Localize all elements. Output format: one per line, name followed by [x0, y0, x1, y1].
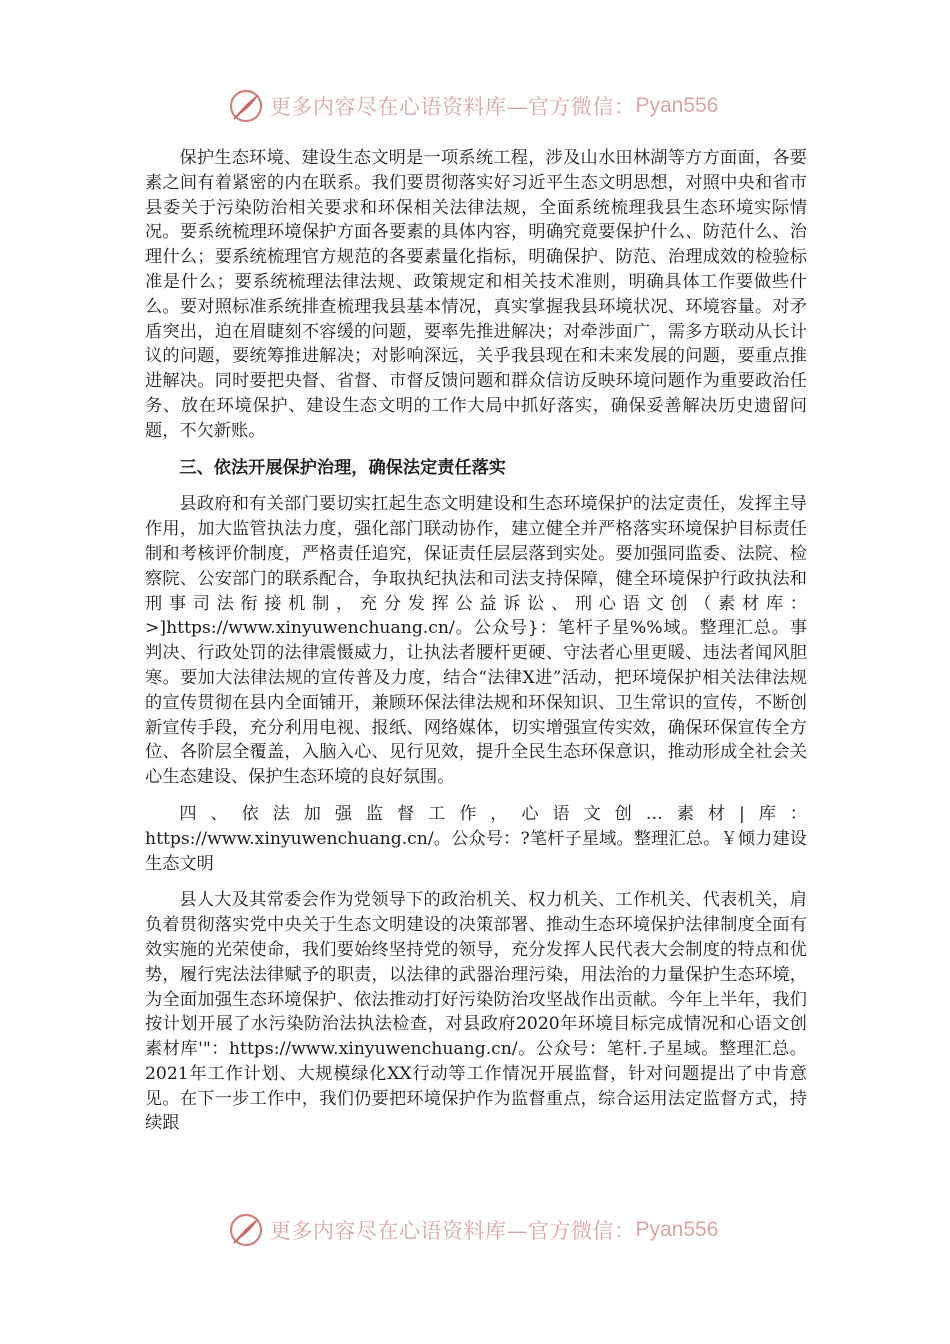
watermark-wechat-id: Pyan556 — [635, 94, 719, 117]
section-heading-3: 三、依法开展保护治理，确保法定责任落实 — [179, 457, 506, 478]
paragraph-2: 县政府和有关部门要切实扛起生态文明建设和生态环境保护的法定责任，发挥主导作用，加大监管执法力度，强化部门联动协作，建立健全并严格落实环境保护目标责任制和考核评价制度，严格责任追究，保证责任层层落到实处。要加强同监委、法院、检察院、公安部门的联系配合，争取执纪执法和司法支持保障，健全环境保护行政执法和刑事司法衔接机制，充分发挥公益诉讼、刑心语文创（素材库：>]https://www.xinyuwenchuang.cn/。公众号}：笔杆子星%%域。整理汇总。事判决、行政处罚的法律震慑威力，让执法者腰杆更硬、守法者心里更暖、违法者闻风胆寒。要加大法律法规的宣传普及力度，结合“法律X进”活动，把环境保护相关法律法规的宣传贯彻在县内全面铺开，兼顾环保法律法规和环保知识、卫生常识的宣传，不断创新宣传手段，充分利用电视、报纸、网络媒体，切实增强宣传实效，确保环保宣传全方位、各阶层全覆盖，入脑入心、见行见效，提升全民生态环保意识，推动形成全社会关心生态建设、保护生态环境的良好氛围。 — [145, 494, 807, 788]
pen-feather-logo-icon — [228, 1212, 264, 1248]
watermark-wechat-id: Pyan556 — [635, 1218, 719, 1241]
watermark-text: 更多内容尽在心语资料库—官方微信： — [270, 1219, 636, 1243]
paragraph-1: 保护生态环境、建设生态文明是一项系统工程，涉及山水田林湖等方方面面，各要素之间有着紧密的内在联系。我们要贯彻落实好习近平生态文明思想，对照中央和省市县委关于污染防治相关要求和环保相关法律法规，全面系统梳理我县生态环境实际情况。要系统梳理环境保护方面各要素的具体内容，明确究竟要保护什么、防范什么、治理什么；要系统梳理官方规范的各要素量化指标，明确保护、防范、治理成效的检验标准是什么；要系统梳理法律法规、政策规定和相关技术准则，明确具体工作要做些什么。要对照标准系统排查梳理我县基本情况，真实掌握我县环境状况、环境容量。对矛盾突出，迫在眉睫刻不容缓的问题，要率先推进解决；对牵涉面广，需多方联动从长计议的问题，要统筹推进解决；对影响深远，关乎我县现在和未来发展的问题，要重点推进解决。同时要把央督、省督、市督反馈问题和群众信访反映环境问题作为重要政治任务、放在环境保护、建设生态文明的工作大局中抓好落实，确保妥善解决历史遗留问题，不欠新账。 — [145, 148, 807, 441]
paragraph-3: 县人大及其常委会作为党领导下的政治机关、权力机关、工作机关、代表机关，肩负着贯彻落实党中央关于生态文明建设的决策部署、推动生态环境保护法律制度全面有效实施的光荣使命，我们要始终坚持党的领导，充分发挥人民代表大会制度的特点和优势，履行宪法法律赋予的职责，以法律的武器治理污染，用法治的力量保护生态环境，为全面加强生态环境保护、依法推动打好污染防治攻坚战作出贡献。今年上半年，我们按计划开展了水污染防治法执法检查，对县政府2020年环境目标完成情况和心语文创素材库'"：https://www.xinyuwenchuang.cn/。公众号：笔杆.子星域。整理汇总。2021年工作计划、大规模绿化XX行动等工作情况开展监督，针对问题提出了中肯意见。在下一步工作中，我们仍要把环境保护作为监督重点，综合运用法定监督方式，持续跟 — [145, 890, 807, 1134]
watermark-footer — [228, 1210, 718, 1250]
section-heading-4: 四、依法加强监督工作，心语文创…素材|库：https://www.xinyuwenchuang.cn/。公众号：?笔杆子星域。整理汇总。￥倾力建设生态文明 — [145, 803, 807, 874]
document-body — [145, 146, 807, 1136]
watermark-text: 更多内容尽在心语资料库—官方微信： — [270, 95, 636, 119]
pen-feather-logo-icon — [228, 88, 264, 124]
watermark-header — [228, 86, 718, 126]
